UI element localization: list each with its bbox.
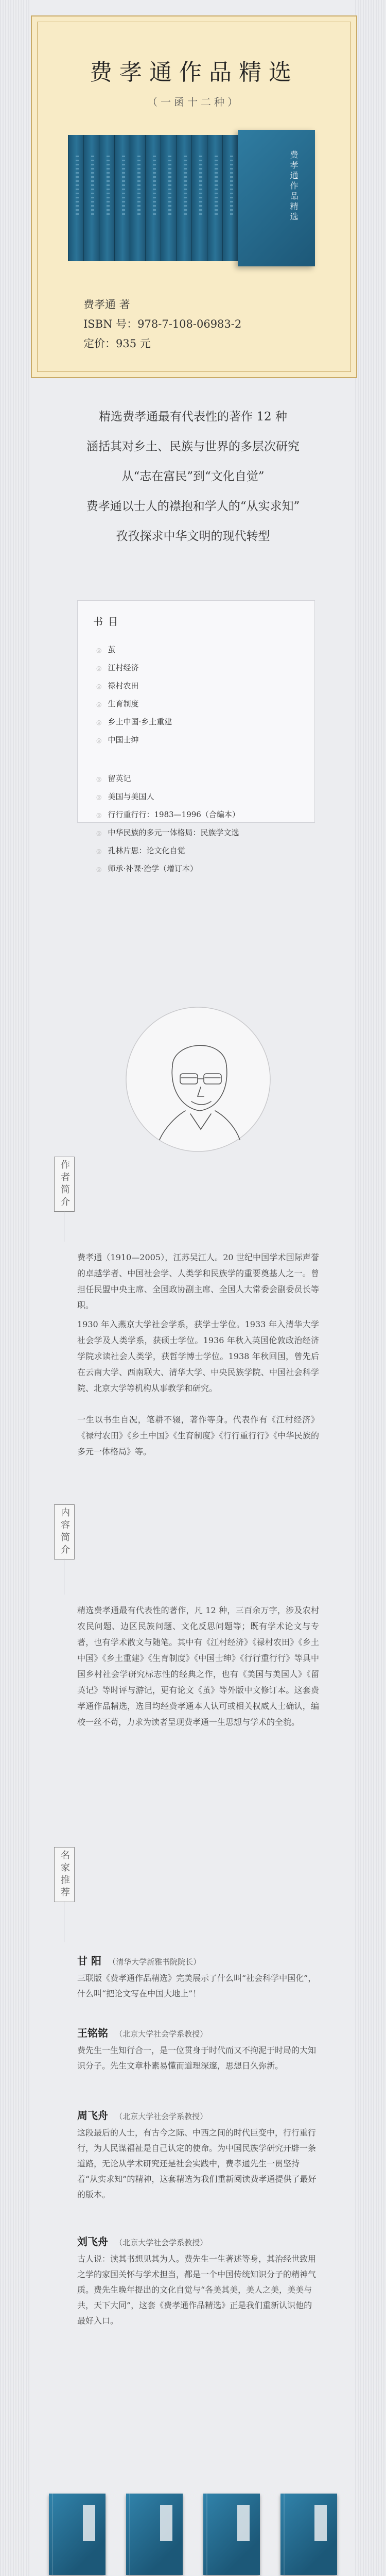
contents-item: ◎ 茧 [96,641,240,659]
contents-item: ◎ 行行重行行：1983—1996（合编本） [96,806,240,824]
contents-item: ◎ 禄村农田 [96,677,240,695]
contents-item: ◎ 师承·补课·治学（增订本） [96,860,240,878]
review-quote: 三联版《费孝通作品精选》完美展示了什么叫“社会科学中国化”，什么叫“把论文写在中国大地上”！ [77,1973,317,1998]
author-portrait-sketch [124,1005,273,1154]
contents-item: ◎ 乡土中国·乡土重建 [96,713,240,731]
case-cover [238,130,315,266]
author-bio-paragraph: 费孝通（1910—2005），江苏吴江人。20 世纪中国学术国际声誉的卓越学者、中国社会学、人类学和民族学的重要奠基人之一。曾担任民盟中央主席、全国政协副主席、全国人大常委会副委员长等职。 [77,1252,319,1310]
review-item [77,1953,319,2002]
contents-item: ◎ 孔林片思：论文化自觉 [96,842,240,860]
price-line: 定价：935 元 [83,337,151,350]
reviewer-name: 甘 阳 [77,1955,101,1967]
intro-line: 从“志在富民”到“文化自觉” [121,470,265,483]
contents-item: ◎ 江村经济 [96,659,240,677]
review-item [77,2025,319,2074]
summary-tag [54,1504,75,1560]
isbn-line: ISBN 号：978-7-108-06983-2 [83,318,242,330]
reviewer-affiliation: （北京大学社会学系教授） [115,2112,208,2121]
right-border-pattern [355,0,386,2576]
boxed-set-image [68,130,320,269]
review-quote: 费先生一生知行合一，是一位贯身于时代而又不拘泥于时局的大知识分子。先生文章朴素易懂而道理深邃，思想日久弥新。 [77,2045,317,2071]
contents-list [96,641,240,878]
review-item [77,2107,319,2202]
contents-item: ◎ 美国与美国人 [96,788,240,806]
author-bio-paragraph: 一生以书生自况，笔耕不辍，著作等身。代表作有《江村经济》《禄村农田》《乡土中国》《生育制度》《行行重行行》《中华民族的多元一体格局》等。 [77,1415,319,1456]
reviews-tag-label: 名家推荐 [59,1850,70,1900]
intro-line: 精选费孝通最有代表性的著作 12 种 [99,410,287,423]
contents-item: ◎ 中华民族的多元一体格局：民族学文选 [96,824,240,842]
summary-tag-label: 内容简介 [59,1507,70,1557]
intro-line: 涵括其对乡土、民族与世界的多层次研究 [86,440,300,453]
hero-title: 费孝通作品精选 [90,59,299,86]
book-meta [83,295,241,353]
contents-title: 书目 [93,616,124,628]
contents-item: ◎ 留英记 [96,770,240,788]
hero-subtitle: （一函十二种） [147,96,241,108]
review-item [77,2233,319,2329]
reviewer-affiliation: （北京大学社会学系教授） [115,2238,208,2247]
book-cover [126,2494,183,2575]
reviewer-name: 王铭铭 [77,2027,108,2039]
case-cover-title: 费孝通作品精选 [289,150,299,223]
author-line: 费孝通 著 [83,298,130,311]
reviewer-affiliation: （北京大学社会学系教授） [115,2029,208,2039]
intro-slogan [0,402,386,551]
contents-item: ◎ 生育制度 [96,695,240,713]
book-cover [49,2494,106,2575]
reviewer-name: 刘飞舟 [77,2235,108,2248]
reviews-tag [54,1847,75,1902]
hero-card [31,15,357,378]
left-border-pattern [0,0,31,2576]
intro-line: 孜孜探求中华文明的现代转型 [116,530,270,543]
contents-box [77,600,315,873]
reviewer-name: 周飞舟 [77,2109,108,2122]
author-bio-paragraph: 1930 年入燕京大学社会学系，获学士学位。1933 年入清华大学社会学及人类学系，获硕士学位。1936 年秋入英国伦敦政治经济学院求读社会人类学，获哲学博士学位。1938 年秋回国，曾先后在云南大学、西南联大、清华大学、中央民族学院、中国社会科学院、北京大学等机构从事教学和研究。 [77,1319,319,1393]
author-bio-tag [54,1157,75,1212]
review-quote: 古人说：读其书想见其为人。费先生一生著述等身，其治经世致用之学的家国关怀与学术担当，都是一个中国传统知识分子的精神气质。费先生晚年提出的文化自觉与“各美其美，美人之美，美美与共，天下大同”，这套《费孝通作品精选》正是我们重新认识他的最好入口。 [77,2254,317,2326]
reviewer-affiliation: （清华大学新雅书院院长） [108,1957,201,1967]
summary-paragraph: 精选费孝通最有代表性的著作，凡 12 种，三百余万字，涉及农村农民问题、边区民族问题、文化反思问题等；既有学术论文与专著，也有学术散文与随笔。其中有《江村经济》《禄村农田》《乡土中国》《乡土重建》《生育制度》《中国士绅》《行行重行行》等具中国乡村社会学研究标志性的经典之作，也有《美国与美国人》《留英记》等时评与游记，更有论文《茧》等外版中文修订本。这套费孝通作品精选，选目均经费孝通本人认可或相关权威人士确认，编校一丝不苟，力求为读者呈现费孝通一生思想与学术的全貌。 [77,1605,319,1727]
review-quote: 这段最后的人士，有古今之际、中西之间的时代巨变中，行行重行行，为人民谋福祉是自己认定的使命。为中国民族学研究开辟一条道路，无论从学术研究还是社会实践中，费孝通先生一贯坚持着“从实求知”的精神，这套精选为我们重新阅读费孝通提供了最好的版本。 [77,2128,317,2199]
contents-item: ◎ 中国士绅 [96,731,240,749]
book-cover [203,2494,260,2575]
intro-line: 费孝通以士人的襟抱和学人的“从实求知” [86,500,300,513]
book-cover [280,2494,337,2575]
author-bio-tag-label: 作者简介 [59,1159,70,1209]
